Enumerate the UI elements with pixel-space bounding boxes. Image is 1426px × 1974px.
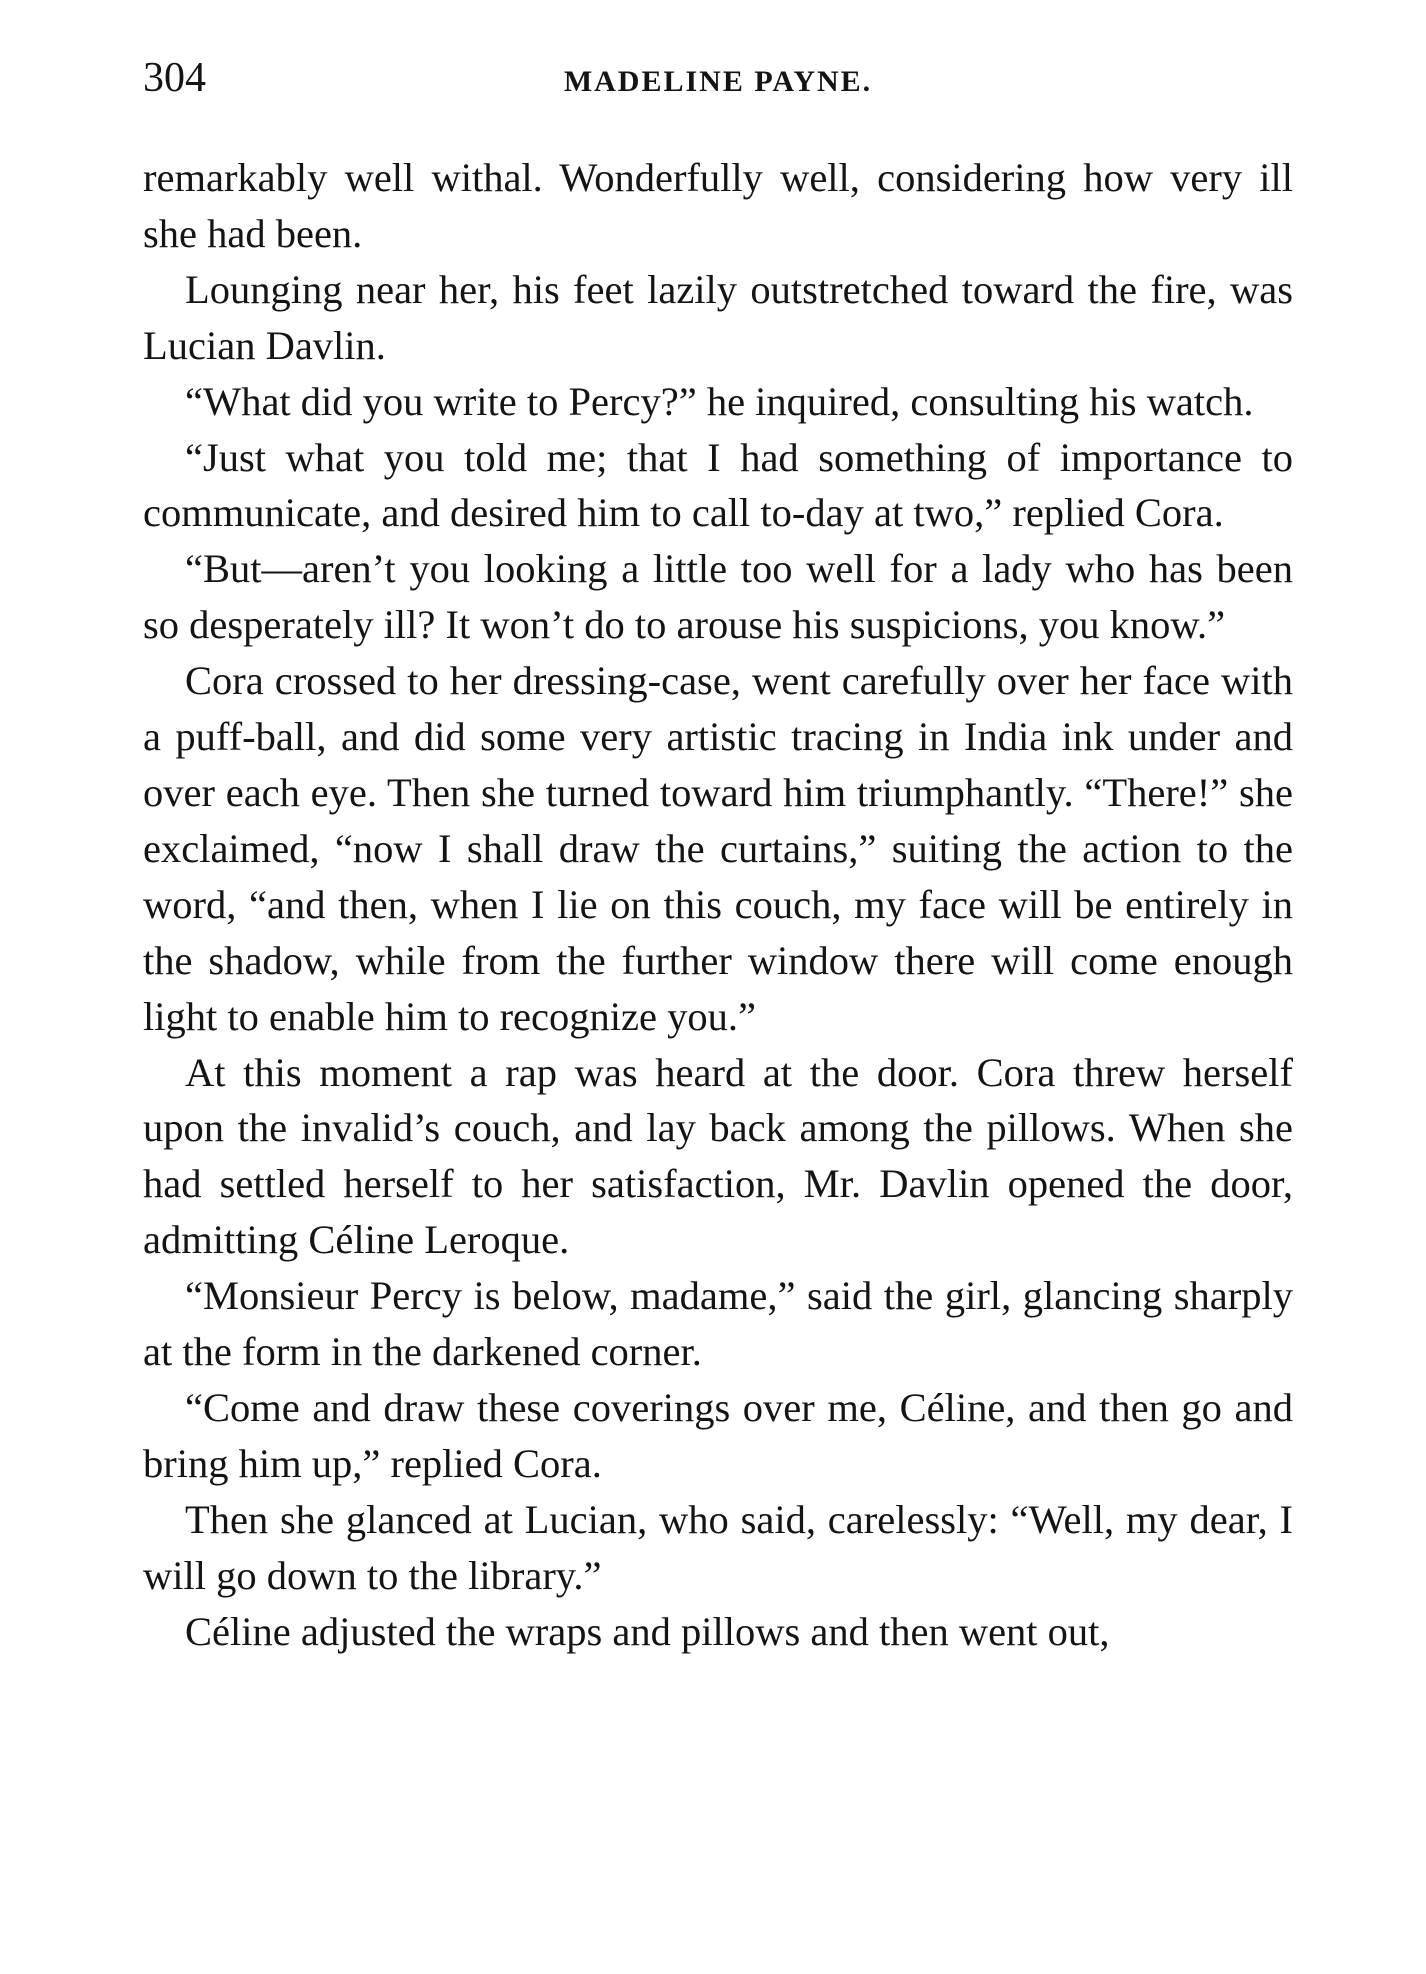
paragraph: “What did you write to Percy?” he inquired, consulting his watch. — [185, 378, 1254, 424]
paragraph: “Monsieur Percy is below, madame,” said the girl, glancing sharply at the form in the darkened corner. — [143, 1273, 1293, 1375]
running-title: MADELINE PAYNE. — [563, 65, 873, 98]
page-number: 304 — [143, 55, 206, 101]
paragraph-last: Céline adjusted the wraps and pillows and then went out, — [185, 1608, 1110, 1654]
paragraph: At this moment a rap was heard at the door. Cora threw herself upon the invalid’s couch, and lay back among the pillows. When she had settled herself to her satisfaction, Mr. Davlin opened the door, admitting Céline Leroque. — [143, 1049, 1293, 1263]
paragraph: Then she glanced at Lucian, who said, carelessly: “Well, my dear, I will go down to the library.” — [143, 1496, 1293, 1598]
running-head — [143, 50, 1293, 106]
paragraph: Cora crossed to her dressing-case, went carefully over her face with a puff-ball, and did some very artistic tracing in India ink under and over each eye. Then she turned toward him triumphantly. “There!” she exclaimed, “now I shall draw the curtains,” suiting the action to the word, “and then, when I lie on this couch, my face will be entirely in the shadow, while from the further window there will come enough light to enable him to recognize you.” — [143, 658, 1293, 1039]
body-text — [143, 150, 1293, 1659]
paragraph-continued: remarkably well withal. Wonderfully well, considering how very ill she had been. — [143, 155, 1293, 256]
paragraph: “But—aren’t you looking a little too well for a lady who has been so desperately ill? It won’t do to arouse his suspicions, you know.” — [143, 546, 1293, 648]
paragraph: “Come and draw these coverings over me, Céline, and then go and bring him up,” replied Cora. — [143, 1384, 1293, 1486]
paragraph: “Just what you told me; that I had something of importance to communicate, and desired him to call to-day at two,” replied Cora. — [143, 434, 1293, 536]
paragraph: Lounging near her, his feet lazily outstretched toward the fire, was Lucian Davlin. — [143, 266, 1293, 368]
